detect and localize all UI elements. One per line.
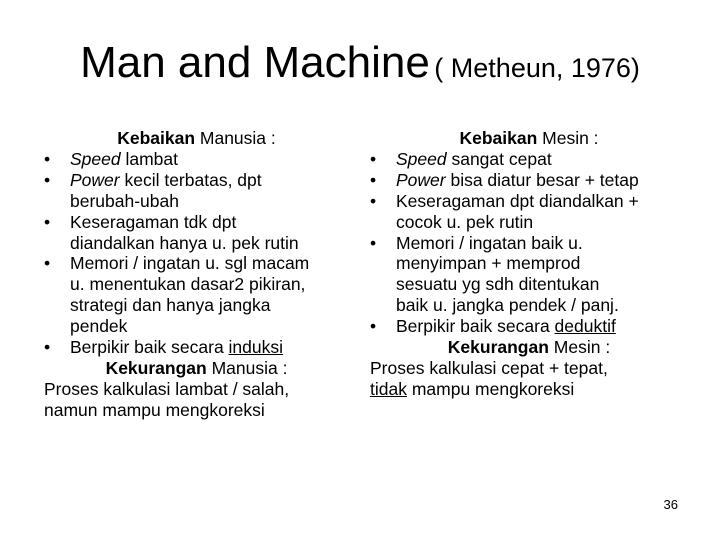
list-item: • Memori / ingatan baik u. menyimpan + memprod sesuatu yg sdh ditentukan baik u. jangka pendek / panj. — [370, 232, 619, 316]
human-column — [44, 128, 349, 421]
bullet-icon: • — [44, 337, 51, 358]
bullet-icon: • — [370, 169, 377, 190]
human-disadvantages-heading: Kekurangan Manusia : — [105, 357, 288, 378]
human-disadvantages-text: Proses kalkulasi lambat / salah, namun mampu mengkoreksi — [44, 378, 290, 420]
list-item: • Berpikir baik secara deduktif — [370, 316, 616, 337]
list-item: • Memori / ingatan u. sgl macam u. menentukan dasar2 pikiran, strategi dan hanya jangka pendek — [44, 253, 310, 337]
machine-disadvantages-text: Proses kalkulasi cepat + tepat, tidak mampu mengkoreksi — [370, 357, 608, 399]
machine-disadvantages-heading: Kekurangan Mesin : — [447, 337, 611, 358]
list-item: • Keseragaman dpt diandalkan + cocok u. pek rutin — [370, 190, 639, 232]
bullet-icon: • — [370, 190, 377, 211]
bullet-icon: • — [370, 232, 377, 253]
list-item: • Power kecil terbatas, dpt berubah-ubah — [44, 169, 262, 211]
page-number: 36 — [663, 497, 678, 512]
bullet-icon: • — [370, 316, 377, 337]
bullet-icon: • — [44, 148, 51, 169]
machine-advantages-list — [370, 149, 688, 337]
list-item: • Keseragaman tdk dpt diandalkan hanya u. pek rutin — [44, 211, 299, 253]
bullet-icon: • — [44, 169, 51, 190]
human-advantages-list — [44, 149, 349, 358]
list-item: • Berpikir baik secara induksi — [44, 337, 284, 358]
list-item: • Speed sangat cepat — [370, 148, 552, 169]
slide-title — [0, 38, 720, 88]
machine-advantages-heading: Kebaikan Mesin : — [459, 128, 599, 148]
list-item: • Speed lambat — [44, 148, 178, 169]
bullet-icon: • — [44, 211, 51, 232]
human-advantages-heading: Kebaikan Manusia : — [117, 128, 276, 148]
machine-column — [370, 128, 688, 400]
title-citation: ( Metheun, 1976) — [434, 53, 640, 83]
bullet-icon: • — [370, 148, 377, 169]
list-item: • Power bisa diatur besar + tetap — [370, 169, 639, 190]
title-main: Man and Machine — [80, 38, 430, 87]
bullet-icon: • — [44, 253, 51, 274]
